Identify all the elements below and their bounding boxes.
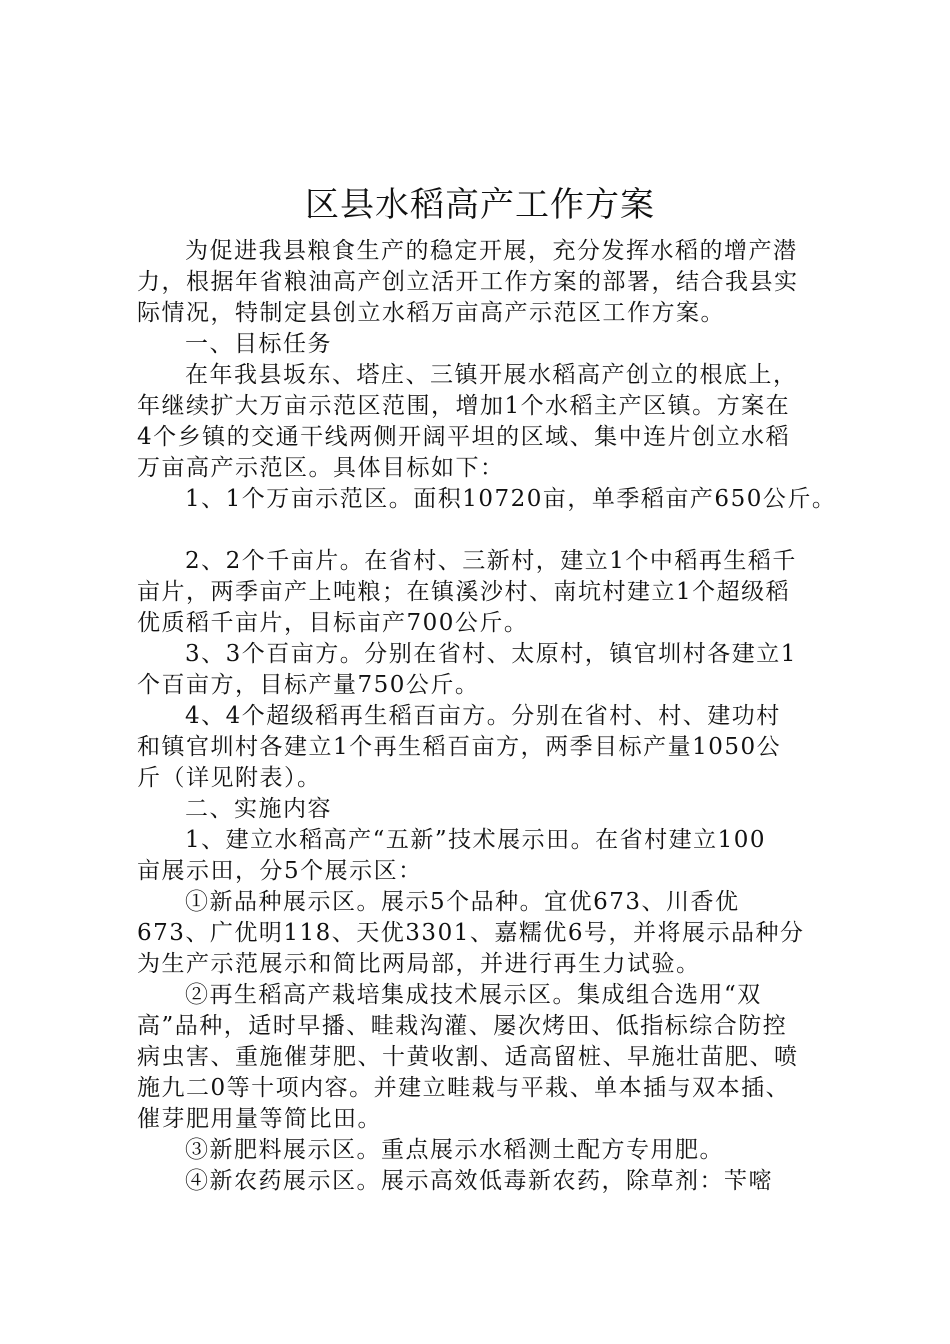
paragraph-line: 为生产示范展示和简比两局部，并进行再生力试验。 (137, 951, 701, 977)
paragraph-line: 亩片，两季亩产上吨粮；在镇溪沙村、南坑村建立1个超级稻 (137, 579, 791, 605)
paragraph-line: 673、广优明118、天优3301、嘉糯优6号，并将展示品种分 (137, 920, 805, 946)
paragraph-line: 优质稻千亩片，目标亩产700公斤。 (137, 610, 529, 636)
paragraph-line: 2、2个千亩片。在省村、三新村，建立1个中稻再生稻千 (185, 548, 797, 574)
section-heading: 一、目标任务 (185, 331, 332, 357)
paragraph-line: ④新农药展示区。展示高效低毒新农药，除草剂：苄嘧 (185, 1168, 773, 1194)
paragraph-line: 际情况，特制定县创立水稻万亩高产示范区工作方案。 (137, 300, 725, 326)
paragraph-line: ③新肥料展示区。重点展示水稻测土配方专用肥。 (185, 1137, 724, 1163)
paragraph-line: 催芽肥用量等简比田。 (137, 1106, 382, 1132)
section-heading: 二、实施内容 (185, 796, 332, 822)
paragraph-line: 年继续扩大万亩示范区范围，增加1个水稻主产区镇。方案在 (137, 393, 791, 419)
paragraph-line: 4个乡镇的交通干线两侧开阔平坦的区域、集中连片创立水稻 (137, 424, 791, 450)
paragraph-line: 力，根据年省粮油高产创立活开工作方案的部署，结合我县实 (137, 269, 799, 295)
paragraph-line: 个百亩方，目标产量750公斤。 (137, 672, 480, 698)
paragraph-line: 4、4个超级稻再生稻百亩方。分别在省村、村、建功村 (185, 703, 781, 729)
paragraph-line: 为促进我县粮食生产的稳定开展，充分发挥水稻的增产潜 (185, 238, 798, 264)
paragraph-line: 斤（详见附表）。 (137, 765, 322, 791)
paragraph-line: 亩展示田，分5个展示区： (137, 858, 423, 884)
paragraph-line: 万亩高产示范区。具体目标如下： (137, 455, 505, 481)
paragraph-line: ①新品种展示区。展示5个品种。宜优673、川香优 (185, 889, 740, 915)
paragraph-line: 1、1个万亩示范区。面积10720亩，单季稻亩产650公斤。 (185, 486, 837, 512)
document-title: 区县水稻高产工作方案 (305, 185, 655, 225)
paragraph-line: 施九二0等十项内容。并建立畦栽与平栽、单本插与双本插、 (137, 1075, 791, 1101)
paragraph-line: 病虫害、重施催芽肥、十黄收割、适高留桩、早施壮苗肥、喷 (137, 1044, 799, 1070)
paragraph-line: 3、3个百亩方。分别在省村、太原村，镇官圳村各建立1 (185, 641, 797, 667)
paragraph-line: 高”品种，适时早播、畦栽沟灌、屡次烤田、低指标综合防控 (137, 1013, 788, 1039)
paragraph-line: 和镇官圳村各建立1个再生稻百亩方，两季目标产量1050公 (137, 734, 782, 760)
paragraph-line: 在年我县坂东、塔庄、三镇开展水稻高产创立的根底上， (185, 362, 798, 388)
paragraph-line: 1、建立水稻高产“五新”技术展示田。在省村建立100 (185, 827, 767, 853)
paragraph-line: ②再生稻高产栽培集成技术展示区。集成组合选用“双 (185, 982, 762, 1008)
